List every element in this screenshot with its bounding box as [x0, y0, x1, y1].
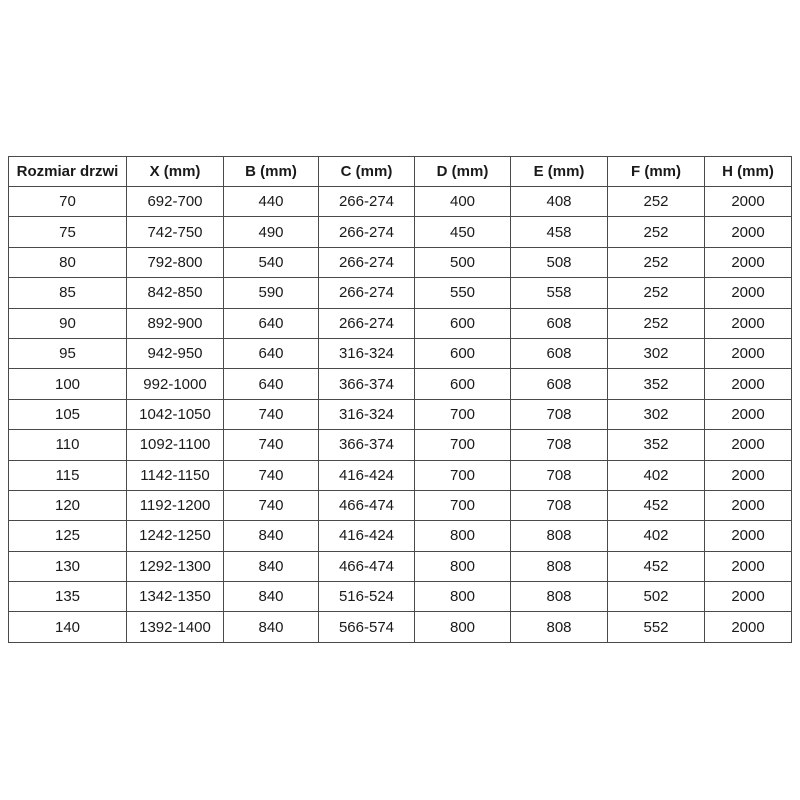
table-cell: 1142-1150 [127, 460, 224, 490]
table-cell: 540 [224, 247, 319, 277]
spec-table-header [9, 157, 792, 187]
column-header-c-mm: C (mm) [319, 157, 415, 187]
table-cell: 808 [511, 521, 608, 551]
table-cell: 120 [9, 490, 127, 520]
table-cell: 500 [415, 247, 511, 277]
table-cell: 608 [511, 369, 608, 399]
table-cell: 440 [224, 187, 319, 217]
table-cell: 125 [9, 521, 127, 551]
table-row [9, 430, 792, 460]
table-cell: 800 [415, 612, 511, 643]
table-cell: 80 [9, 247, 127, 277]
table-cell: 252 [608, 308, 705, 338]
table-cell: 740 [224, 430, 319, 460]
table-row [9, 490, 792, 520]
table-cell: 366-374 [319, 430, 415, 460]
table-cell: 490 [224, 217, 319, 247]
table-row [9, 338, 792, 368]
table-cell: 590 [224, 278, 319, 308]
table-cell: 400 [415, 187, 511, 217]
table-cell: 452 [608, 490, 705, 520]
column-header-rozmiar-drzwi: Rozmiar drzwi [9, 157, 127, 187]
table-cell: 2000 [705, 612, 792, 643]
column-header-d-mm: D (mm) [415, 157, 511, 187]
table-cell: 352 [608, 369, 705, 399]
table-cell: 552 [608, 612, 705, 643]
table-cell: 842-850 [127, 278, 224, 308]
table-cell: 2000 [705, 187, 792, 217]
table-cell: 70 [9, 187, 127, 217]
table-row [9, 247, 792, 277]
table-cell: 252 [608, 278, 705, 308]
table-cell: 558 [511, 278, 608, 308]
table-row [9, 521, 792, 551]
table-cell: 402 [608, 521, 705, 551]
table-cell: 366-374 [319, 369, 415, 399]
table-cell: 408 [511, 187, 608, 217]
table-row [9, 582, 792, 612]
table-cell: 75 [9, 217, 127, 247]
table-cell: 85 [9, 278, 127, 308]
table-cell: 1292-1300 [127, 551, 224, 581]
table-cell: 100 [9, 369, 127, 399]
table-cell: 708 [511, 430, 608, 460]
table-cell: 302 [608, 338, 705, 368]
table-cell: 800 [415, 582, 511, 612]
table-cell: 266-274 [319, 187, 415, 217]
table-cell: 742-750 [127, 217, 224, 247]
table-cell: 95 [9, 338, 127, 368]
spec-table [8, 156, 792, 643]
table-cell: 2000 [705, 247, 792, 277]
table-cell: 2000 [705, 399, 792, 429]
table-cell: 600 [415, 308, 511, 338]
table-cell: 608 [511, 338, 608, 368]
table-cell: 266-274 [319, 278, 415, 308]
table-cell: 302 [608, 399, 705, 429]
table-row [9, 217, 792, 247]
table-cell: 1242-1250 [127, 521, 224, 551]
table-cell: 2000 [705, 217, 792, 247]
table-cell: 135 [9, 582, 127, 612]
table-cell: 840 [224, 521, 319, 551]
table-cell: 840 [224, 612, 319, 643]
table-cell: 640 [224, 369, 319, 399]
table-cell: 600 [415, 369, 511, 399]
table-cell: 2000 [705, 551, 792, 581]
table-cell: 640 [224, 338, 319, 368]
table-cell: 2000 [705, 490, 792, 520]
table-cell: 700 [415, 399, 511, 429]
table-cell: 266-274 [319, 217, 415, 247]
table-cell: 800 [415, 521, 511, 551]
table-cell: 740 [224, 490, 319, 520]
table-cell: 508 [511, 247, 608, 277]
table-cell: 466-474 [319, 490, 415, 520]
table-cell: 700 [415, 430, 511, 460]
table-cell: 840 [224, 582, 319, 612]
table-cell: 450 [415, 217, 511, 247]
table-cell: 1342-1350 [127, 582, 224, 612]
table-row [9, 278, 792, 308]
table-cell: 502 [608, 582, 705, 612]
table-cell: 2000 [705, 278, 792, 308]
table-cell: 700 [415, 460, 511, 490]
table-cell: 458 [511, 217, 608, 247]
table-cell: 452 [608, 551, 705, 581]
table-cell: 115 [9, 460, 127, 490]
column-header-e-mm: E (mm) [511, 157, 608, 187]
table-cell: 105 [9, 399, 127, 429]
table-cell: 2000 [705, 308, 792, 338]
table-cell: 1042-1050 [127, 399, 224, 429]
table-cell: 252 [608, 217, 705, 247]
table-cell: 2000 [705, 521, 792, 551]
table-row [9, 399, 792, 429]
table-cell: 402 [608, 460, 705, 490]
table-cell: 708 [511, 399, 608, 429]
table-cell: 942-950 [127, 338, 224, 368]
table-cell: 352 [608, 430, 705, 460]
table-cell: 416-424 [319, 460, 415, 490]
table-cell: 1092-1100 [127, 430, 224, 460]
table-cell: 316-324 [319, 399, 415, 429]
table-cell: 892-900 [127, 308, 224, 338]
table-cell: 1392-1400 [127, 612, 224, 643]
table-cell: 110 [9, 430, 127, 460]
table-cell: 2000 [705, 430, 792, 460]
table-cell: 566-574 [319, 612, 415, 643]
table-cell: 2000 [705, 338, 792, 368]
table-row [9, 369, 792, 399]
table-cell: 140 [9, 612, 127, 643]
table-cell: 840 [224, 551, 319, 581]
table-cell: 2000 [705, 460, 792, 490]
table-cell: 252 [608, 247, 705, 277]
table-cell: 466-474 [319, 551, 415, 581]
table-cell: 252 [608, 187, 705, 217]
table-cell: 800 [415, 551, 511, 581]
table-cell: 550 [415, 278, 511, 308]
table-cell: 808 [511, 582, 608, 612]
table-cell: 692-700 [127, 187, 224, 217]
column-header-b-mm: B (mm) [224, 157, 319, 187]
table-cell: 90 [9, 308, 127, 338]
table-cell: 2000 [705, 582, 792, 612]
table-cell: 2000 [705, 369, 792, 399]
table-row [9, 551, 792, 581]
column-header-f-mm: F (mm) [608, 157, 705, 187]
table-cell: 992-1000 [127, 369, 224, 399]
table-cell: 130 [9, 551, 127, 581]
table-cell: 708 [511, 490, 608, 520]
table-cell: 808 [511, 551, 608, 581]
table-cell: 1192-1200 [127, 490, 224, 520]
column-header-x-mm: X (mm) [127, 157, 224, 187]
table-cell: 608 [511, 308, 608, 338]
table-cell: 600 [415, 338, 511, 368]
table-cell: 808 [511, 612, 608, 643]
table-row [9, 460, 792, 490]
table-cell: 740 [224, 460, 319, 490]
table-cell: 416-424 [319, 521, 415, 551]
spec-table-body [9, 187, 792, 643]
table-cell: 700 [415, 490, 511, 520]
table-cell: 266-274 [319, 247, 415, 277]
table-row [9, 612, 792, 643]
table-cell: 708 [511, 460, 608, 490]
table-cell: 266-274 [319, 308, 415, 338]
header-row [9, 157, 792, 187]
table-cell: 792-800 [127, 247, 224, 277]
table-row [9, 187, 792, 217]
table-cell: 516-524 [319, 582, 415, 612]
table-cell: 740 [224, 399, 319, 429]
table-cell: 316-324 [319, 338, 415, 368]
column-header-h-mm: H (mm) [705, 157, 792, 187]
table-row [9, 308, 792, 338]
table-cell: 640 [224, 308, 319, 338]
